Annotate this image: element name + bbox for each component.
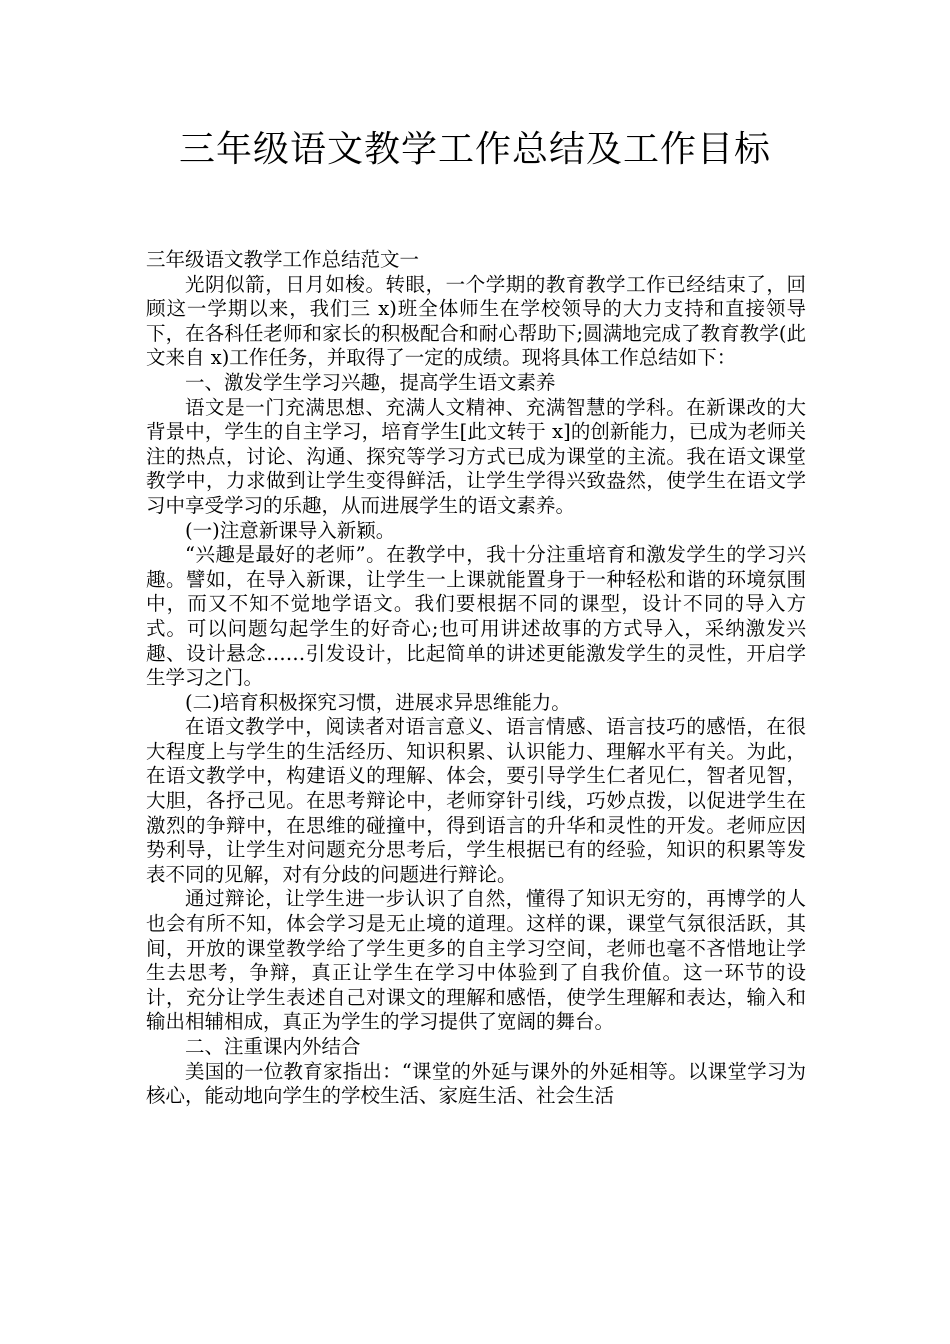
paragraph: 语文是一门充满思想、充满人文精神、充满智慧的学科。在新课改的大背景中，学生的自主学习，培育学生[此文转于 x]的创新能力，已成为老师关注的热点，讨论、沟通、探究等学习方式已成为课堂的主流。我在语文课堂教学中，力求做到让学生变得鲜活，让学生学得兴致盎然，使学生在语文学习中享受学习的乐趣，从而进展学生的语文素养。 — [146, 395, 806, 517]
document-title: 三年级语文教学工作总结及工作目标 — [178, 129, 771, 170]
paragraph: 美国的一位教育家指出：“课堂的外延与课外的外延相等。以课堂学习为核心，能动地向学生的学校生活、家庭生活、社会生活 — [146, 1059, 806, 1108]
section-heading: 二、注重课内外结合 — [185, 1035, 361, 1058]
paragraph: 光阴似箭，日月如梭。转眼，一个学期的教育教学工作已经结束了，回顾这一学期以来，我们三 x)班全体师生在学校领导的大力支持和直接领导下，在各科任老师和家长的积极配合和耐心帮助下;圆满地完成了教育教学(此文来自 x)工作任务，并取得了一定的成绩。现将具体工作总结如下： — [146, 272, 806, 370]
document-body — [146, 248, 806, 1109]
subsection-heading: (二)培育积极探究习惯，进展求异思维能力。 — [185, 690, 571, 714]
paragraph: “兴趣是最好的老师”。在教学中，我十分注重培育和激发学生的学习兴趣。譬如，在导入新课，让学生一上课就能置身于一种轻松和谐的环境氛围中，而又不知不觉地学语文。我们要根据不同的课型，设计不同的导入方式。可以问题勾起学生的好奇心;也可用讲述故事的方式导入，采纳激发兴趣、设计悬念……引发设计，比起简单的讲述更能激发学生的灵性，开启学生学习之门。 — [146, 543, 806, 690]
paragraph: 在语文教学中，阅读者对语言意义、语言情感、语言技巧的感悟，在很大程度上与学生的生活经历、知识积累、认识能力、理解水平有关。为此，在语文教学中，构建语义的理解、体会，要引导学生仁者见仁，智者见智，大胆，各抒己见。在思考辩论中，老师穿针引线，巧妙点拨，以促进学生在激烈的争辩中，在思维的碰撞中，得到语言的升华和灵性的开发。老师应因势利导，让学生对问题充分思考后，学生根据已有的经验，知识的积累等发表不同的见解，对有分歧的问题进行辩论。 — [146, 715, 806, 886]
subsection-heading: (一)注意新课导入新颖。 — [185, 518, 396, 542]
section-label: 三年级语文教学工作总结范文一 — [146, 248, 420, 271]
section-heading: 一、激发学生学习兴趣，提高学生语文素养 — [185, 370, 556, 394]
paragraph: 通过辩论，让学生进一步认识了自然，懂得了知识无穷的，再博学的人也会有所不知，体会学习是无止境的道理。这样的课，课堂气氛很活跃，其间，开放的课堂教学给了学生更多的自主学习空间，老师也毫不吝惜地让学生去思考，争辩，真正让学生在学习中体验到了自我价值。这一环节的设计，充分让学生表述自己对课文的理解和感悟，使学生理解和表达，输入和输出相辅相成，真正为学生的学习提供了宽阔的舞台。 — [146, 887, 806, 1034]
